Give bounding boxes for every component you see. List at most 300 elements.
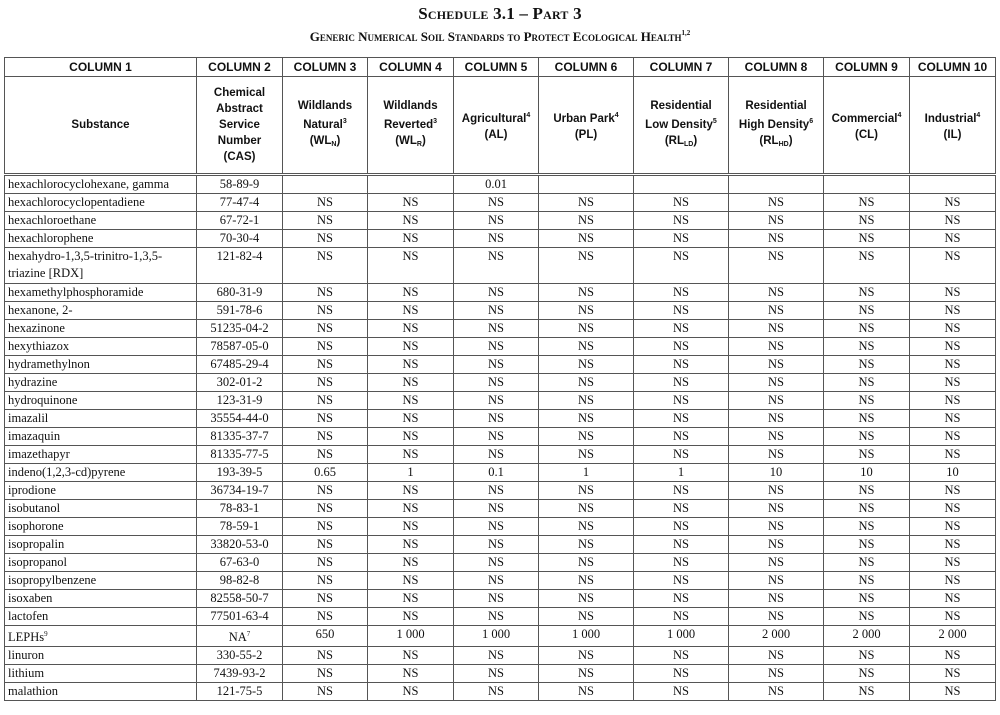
table-row: [5, 356, 996, 374]
cas-number: 77501-63-4: [210, 609, 269, 623]
cas-cell: [197, 410, 283, 428]
standard-value-cell: NS: [634, 320, 729, 338]
standard-value-cell: NS: [910, 194, 996, 212]
standard-value-cell: NS: [283, 410, 368, 428]
standard-value-cell: 1: [634, 464, 729, 482]
table-row: [5, 302, 996, 320]
standard-value-cell: NS: [910, 482, 996, 500]
standard-value-cell: NS: [539, 230, 634, 248]
substance-cell: [5, 647, 197, 665]
standard-value-cell: [539, 175, 634, 194]
column-number-1: COLUMN 1: [5, 58, 197, 77]
substance-cell: [5, 194, 197, 212]
standard-value-cell: NS: [910, 302, 996, 320]
substance-cell: [5, 374, 197, 392]
table-row: [5, 536, 996, 554]
substance-name: imazalil: [8, 411, 49, 425]
header-line: Wildlands: [383, 99, 438, 112]
standard-value-cell: NS: [729, 536, 824, 554]
cas-cell: [197, 175, 283, 194]
cas-number: 98-82-8: [219, 573, 260, 587]
standard-value-cell: NS: [539, 554, 634, 572]
table-row: [5, 284, 996, 302]
standard-value-cell: NS: [824, 248, 910, 284]
standard-value-cell: NS: [824, 230, 910, 248]
standard-value-cell: NS: [539, 194, 634, 212]
header-line: Agricultural: [461, 112, 527, 125]
column-number-2: COLUMN 2: [197, 58, 283, 77]
standard-value-cell: NS: [910, 500, 996, 518]
column-number-4: COLUMN 4: [368, 58, 454, 77]
standard-value-cell: NS: [283, 683, 368, 701]
standard-value-cell: NS: [283, 212, 368, 230]
standard-value-cell: 10: [910, 464, 996, 482]
substance-name: LEPHs: [8, 630, 45, 644]
standard-value-cell: NS: [729, 284, 824, 302]
standard-value-cell: NS: [539, 302, 634, 320]
standard-value-cell: NS: [824, 500, 910, 518]
cas-cell: [197, 647, 283, 665]
table-row: [5, 500, 996, 518]
standard-value-cell: NS: [729, 590, 824, 608]
substance-name: isopropalin: [8, 537, 65, 551]
standard-value-cell: NS: [454, 212, 539, 230]
standard-value-cell: NS: [454, 518, 539, 536]
standard-value-cell: 0.1: [454, 464, 539, 482]
cas-cell: [197, 446, 283, 464]
substance-name: hexachlorocyclopentadiene: [8, 195, 145, 209]
standard-value-cell: NS: [729, 665, 824, 683]
header-line: Urban Park: [553, 112, 615, 125]
standard-value-cell: NS: [283, 665, 368, 683]
standard-value-cell: NS: [910, 536, 996, 554]
standard-value-cell: NS: [634, 683, 729, 701]
table-row: [5, 175, 996, 194]
substance-name: hexanone, 2-: [8, 303, 73, 317]
cas-cell: [197, 320, 283, 338]
standard-value-cell: NS: [634, 572, 729, 590]
standard-value-cell: NS: [634, 392, 729, 410]
substance-name: isobutanol: [8, 501, 61, 515]
standard-value-cell: NS: [910, 554, 996, 572]
standard-value-cell: NS: [283, 572, 368, 590]
document-title: Schedule 3.1 – Part 3: [418, 4, 582, 23]
standard-value-cell: [283, 175, 368, 194]
standard-value-cell: NS: [454, 572, 539, 590]
standard-value-cell: NS: [824, 446, 910, 464]
table-row: [5, 683, 996, 701]
cas-number: 36734-19-7: [210, 483, 269, 497]
column-header-9: [824, 77, 910, 175]
standard-value-cell: NS: [824, 482, 910, 500]
substance-cell: [5, 230, 197, 248]
standard-value-cell: NS: [729, 320, 824, 338]
standard-value-cell: NS: [824, 647, 910, 665]
standard-value-cell: NS: [454, 683, 539, 701]
standard-value-cell: NS: [454, 590, 539, 608]
standard-value-cell: 0.01: [454, 175, 539, 194]
cas-number: 70-30-4: [219, 231, 260, 245]
cas-number: 78587-05-0: [210, 339, 269, 353]
header-line: Residential: [650, 99, 712, 112]
substance-cell: [5, 482, 197, 500]
standard-value-cell: NS: [634, 608, 729, 626]
cas-cell: [197, 302, 283, 320]
substance-name: malathion: [8, 684, 58, 698]
cas-number: 81335-37-7: [210, 429, 269, 443]
standard-value-cell: NS: [368, 665, 454, 683]
standard-value-cell: NS: [729, 572, 824, 590]
substance-name: iprodione: [8, 483, 56, 497]
standard-value-cell: 1 000: [634, 626, 729, 647]
substance-name: isoxaben: [8, 591, 53, 605]
header-footnote: 3: [433, 117, 438, 125]
substance-cell: [5, 302, 197, 320]
header-abbreviation-subscript: LD: [683, 140, 694, 148]
standard-value-cell: NS: [454, 410, 539, 428]
standard-value-cell: NS: [910, 428, 996, 446]
standard-value-cell: NS: [634, 230, 729, 248]
table-row: [5, 374, 996, 392]
header-footnote: 4: [614, 111, 619, 119]
header-line: Chemical: [213, 87, 266, 99]
cas-number: 77-47-4: [219, 195, 260, 209]
substance-cell: [5, 248, 197, 284]
header-line: Industrial: [924, 112, 977, 125]
standard-value-cell: NS: [910, 284, 996, 302]
cas-number: 680-31-9: [216, 285, 263, 299]
table-row: [5, 518, 996, 536]
standard-value-cell: NS: [824, 194, 910, 212]
standard-value-cell: NS: [910, 248, 996, 284]
substance-cell: [5, 320, 197, 338]
standard-value-cell: NS: [634, 446, 729, 464]
cas-cell: [197, 248, 283, 284]
substance-name: hexamethylphosphoramide: [8, 285, 144, 299]
standard-value-cell: [368, 175, 454, 194]
standard-value-cell: NS: [368, 212, 454, 230]
standard-value-cell: NS: [824, 356, 910, 374]
standard-value-cell: NS: [910, 572, 996, 590]
substance-cell: [5, 608, 197, 626]
cas-cell: [197, 392, 283, 410]
cas-cell: [197, 230, 283, 248]
cas-number: 330-55-2: [216, 648, 263, 662]
standard-value-cell: NS: [368, 647, 454, 665]
standard-value-cell: NS: [368, 683, 454, 701]
standard-value-cell: NS: [454, 554, 539, 572]
standard-value-cell: NS: [454, 428, 539, 446]
standard-value-cell: NS: [283, 647, 368, 665]
standard-value-cell: NS: [454, 392, 539, 410]
substance-cell: [5, 665, 197, 683]
cas-cell: [197, 518, 283, 536]
standard-value-cell: NS: [634, 590, 729, 608]
header-line: Residential: [745, 99, 807, 112]
substance-cell: [5, 356, 197, 374]
standard-value-cell: NS: [539, 410, 634, 428]
standard-value-cell: 1 000: [454, 626, 539, 647]
standard-value-cell: NS: [454, 356, 539, 374]
standard-value-cell: NS: [910, 356, 996, 374]
standard-value-cell: NS: [368, 554, 454, 572]
substance-cell: [5, 590, 197, 608]
standard-value-cell: NS: [368, 248, 454, 284]
header-abbreviation: (AL): [484, 128, 508, 141]
standard-value-cell: NS: [454, 320, 539, 338]
substance-cell: [5, 500, 197, 518]
cas-cell: [197, 590, 283, 608]
standard-value-cell: NS: [283, 320, 368, 338]
table-row: [5, 248, 996, 284]
standard-value-cell: NS: [729, 356, 824, 374]
standard-value-cell: NS: [454, 338, 539, 356]
substance-cell: [5, 428, 197, 446]
standard-value-cell: 1 000: [368, 626, 454, 647]
standard-value-cell: NS: [368, 482, 454, 500]
standard-value-cell: NS: [368, 302, 454, 320]
standard-value-cell: NS: [368, 500, 454, 518]
standard-value-cell: NS: [824, 338, 910, 356]
substance-cell: [5, 338, 197, 356]
substance-name: hexazinone: [8, 321, 65, 335]
standard-value-cell: NS: [910, 590, 996, 608]
standard-value-cell: NS: [283, 338, 368, 356]
standard-value-cell: NS: [539, 320, 634, 338]
table-row: [5, 212, 996, 230]
table-row: [5, 230, 996, 248]
table-row: [5, 410, 996, 428]
cas-number: 67-72-1: [219, 213, 260, 227]
cas-cell: [197, 338, 283, 356]
standard-value-cell: NS: [539, 284, 634, 302]
cas-number: 33820-53-0: [210, 537, 269, 551]
substance-name: imazethapyr: [8, 447, 70, 461]
standard-value-cell: NS: [910, 665, 996, 683]
substance-name: hydramethylnon: [8, 357, 90, 371]
cas-cell: [197, 482, 283, 500]
standard-value-cell: NS: [283, 392, 368, 410]
standard-value-cell: NS: [910, 392, 996, 410]
standard-value-cell: NS: [539, 482, 634, 500]
cas-number: 193-39-5: [216, 465, 263, 479]
standard-value-cell: NS: [283, 482, 368, 500]
standard-value-cell: NS: [539, 518, 634, 536]
standard-value-cell: NS: [824, 428, 910, 446]
substance-name: linuron: [8, 648, 45, 662]
standard-value-cell: NS: [539, 590, 634, 608]
substance-footnote: 9: [44, 630, 48, 638]
standard-value-cell: NS: [634, 248, 729, 284]
table-row: [5, 194, 996, 212]
standard-value-cell: NS: [283, 374, 368, 392]
cas-cell: [197, 554, 283, 572]
cas-number: 7439-93-2: [213, 666, 266, 680]
header-footnote: 4: [897, 111, 902, 119]
header-line: Abstract: [216, 103, 263, 115]
header-footnote: 4: [976, 111, 981, 119]
header-abbreviation-subscript: R: [416, 140, 422, 148]
substance-name: hexachlorophene: [8, 231, 94, 245]
cas-cell: [197, 356, 283, 374]
standard-value-cell: NS: [283, 194, 368, 212]
standard-value-cell: NS: [910, 683, 996, 701]
standard-value-cell: NS: [729, 374, 824, 392]
cas-cell: [197, 374, 283, 392]
substance-cell: [5, 554, 197, 572]
column-header-3: Wildlands Natural$^3$ $(WL_N)$: [283, 77, 368, 175]
standard-value-cell: NS: [283, 302, 368, 320]
substance-name: indeno(1,2,3-cd)pyrene: [8, 465, 126, 479]
standard-value-cell: NS: [910, 608, 996, 626]
header-abbreviation: (CAS): [223, 151, 256, 163]
standard-value-cell: NS: [729, 194, 824, 212]
cas-number: 35554-44-0: [210, 411, 269, 425]
standard-value-cell: NS: [729, 428, 824, 446]
cas-number: 67-63-0: [219, 555, 260, 569]
standard-value-cell: 0.65: [283, 464, 368, 482]
standard-value-cell: NS: [824, 374, 910, 392]
standard-value-cell: NS: [729, 212, 824, 230]
standard-value-cell: NS: [824, 590, 910, 608]
substance-cell: [5, 683, 197, 701]
standard-value-cell: NS: [634, 554, 729, 572]
standard-value-cell: NS: [283, 500, 368, 518]
column-header-7: Residential Low Density$^5$ $(RL_{LD})$: [634, 77, 729, 175]
substance-cell: [5, 212, 197, 230]
standard-value-cell: NS: [910, 320, 996, 338]
standard-value-cell: NS: [539, 572, 634, 590]
standard-value-cell: NS: [368, 194, 454, 212]
column-header-5: [454, 77, 539, 175]
cas-number: NA: [228, 630, 247, 644]
header-line: Natural: [303, 118, 343, 131]
cas-cell: [197, 683, 283, 701]
cas-number: 123-31-9: [216, 393, 263, 407]
standard-value-cell: NS: [283, 608, 368, 626]
standard-value-cell: NS: [539, 392, 634, 410]
table-body: [5, 175, 996, 701]
standard-value-cell: NS: [634, 518, 729, 536]
table-row: [5, 392, 996, 410]
column-header-8: Residential High Density$^6$ $(RL_{HD})$: [729, 77, 824, 175]
standard-value-cell: NS: [368, 446, 454, 464]
substance-cell: [5, 572, 197, 590]
substance-cell: [5, 284, 197, 302]
standard-value-cell: NS: [729, 647, 824, 665]
standard-value-cell: NS: [368, 608, 454, 626]
standard-value-cell: NS: [539, 212, 634, 230]
cas-cell: [197, 608, 283, 626]
standard-value-cell: NS: [368, 320, 454, 338]
standard-value-cell: NS: [729, 683, 824, 701]
table-row: [5, 446, 996, 464]
standard-value-cell: NS: [539, 683, 634, 701]
standard-value-cell: NS: [539, 338, 634, 356]
standard-value-cell: NS: [729, 500, 824, 518]
substance-name: hexachloroethane: [8, 213, 97, 227]
standard-value-cell: NS: [729, 446, 824, 464]
standard-value-cell: NS: [824, 212, 910, 230]
header-abbreviation: (CL): [855, 128, 878, 141]
cas-cell: [197, 536, 283, 554]
header-line: Service: [219, 119, 260, 131]
header-line: Number: [217, 135, 262, 147]
standard-value-cell: NS: [729, 392, 824, 410]
substance-name: isopropylbenzene: [8, 573, 97, 587]
soil-standards-table: [4, 57, 996, 701]
standard-value-cell: NS: [539, 356, 634, 374]
standard-value-cell: NS: [368, 392, 454, 410]
column-header-6: [539, 77, 634, 175]
table-row: [5, 647, 996, 665]
header-footnote: 4: [526, 111, 531, 119]
standard-value-cell: NS: [283, 248, 368, 284]
table-row: [5, 626, 996, 647]
substance-name: isopropanol: [8, 555, 68, 569]
substance-name: lactofen: [8, 609, 49, 623]
column-header-1: [5, 77, 197, 175]
subtitle-text: Generic Numerical Soil Standards to Protect Ecological Health: [309, 29, 682, 44]
column-header-2: [197, 77, 283, 175]
column-header-4: Wildlands Reverted$^3$ $(WL_R)$: [368, 77, 454, 175]
header-footnote: 6: [809, 117, 814, 125]
standard-value-cell: [824, 175, 910, 194]
standard-value-cell: NS: [910, 374, 996, 392]
standard-value-cell: NS: [729, 248, 824, 284]
standard-value-cell: NS: [910, 446, 996, 464]
header-line: Low Density: [645, 118, 713, 131]
substance-name: hydroquinone: [8, 393, 78, 407]
standard-value-cell: NS: [454, 302, 539, 320]
cas-number: 51235-04-2: [210, 321, 269, 335]
standard-value-cell: NS: [454, 374, 539, 392]
cas-cell: [197, 428, 283, 446]
header-line: Commercial: [831, 112, 898, 125]
cas-number: 81335-77-5: [210, 447, 269, 461]
standard-value-cell: NS: [824, 518, 910, 536]
column-number-row: [5, 58, 996, 77]
cas-cell: [197, 464, 283, 482]
substance-name: lithium: [8, 666, 45, 680]
cas-number: 82558-50-7: [210, 591, 269, 605]
standard-value-cell: NS: [283, 554, 368, 572]
standard-value-cell: NS: [729, 302, 824, 320]
standard-value-cell: NS: [729, 554, 824, 572]
header-line: Substance: [71, 119, 130, 131]
standard-value-cell: NS: [283, 356, 368, 374]
cas-cell: [197, 194, 283, 212]
column-header-10: [910, 77, 996, 175]
standard-value-cell: NS: [634, 665, 729, 683]
header-abbreviation: (IL): [943, 128, 962, 141]
cas-number: 121-82-4: [216, 249, 263, 263]
standard-value-cell: NS: [634, 194, 729, 212]
standard-value-cell: NS: [539, 608, 634, 626]
cas-cell: [197, 626, 283, 647]
table-row: [5, 320, 996, 338]
substance-cell: [5, 410, 197, 428]
standard-value-cell: NS: [729, 338, 824, 356]
substance-cell: [5, 175, 197, 194]
column-number-10: COLUMN 10: [910, 58, 996, 77]
standard-value-cell: NS: [824, 665, 910, 683]
standard-value-cell: NS: [824, 536, 910, 554]
substance-cell: [5, 446, 197, 464]
substance-cell: [5, 626, 197, 647]
substance-name: hexahydro-1,3,5-trinitro-1,3,5-triazine [RDX]: [8, 249, 163, 280]
standard-value-cell: NS: [368, 356, 454, 374]
